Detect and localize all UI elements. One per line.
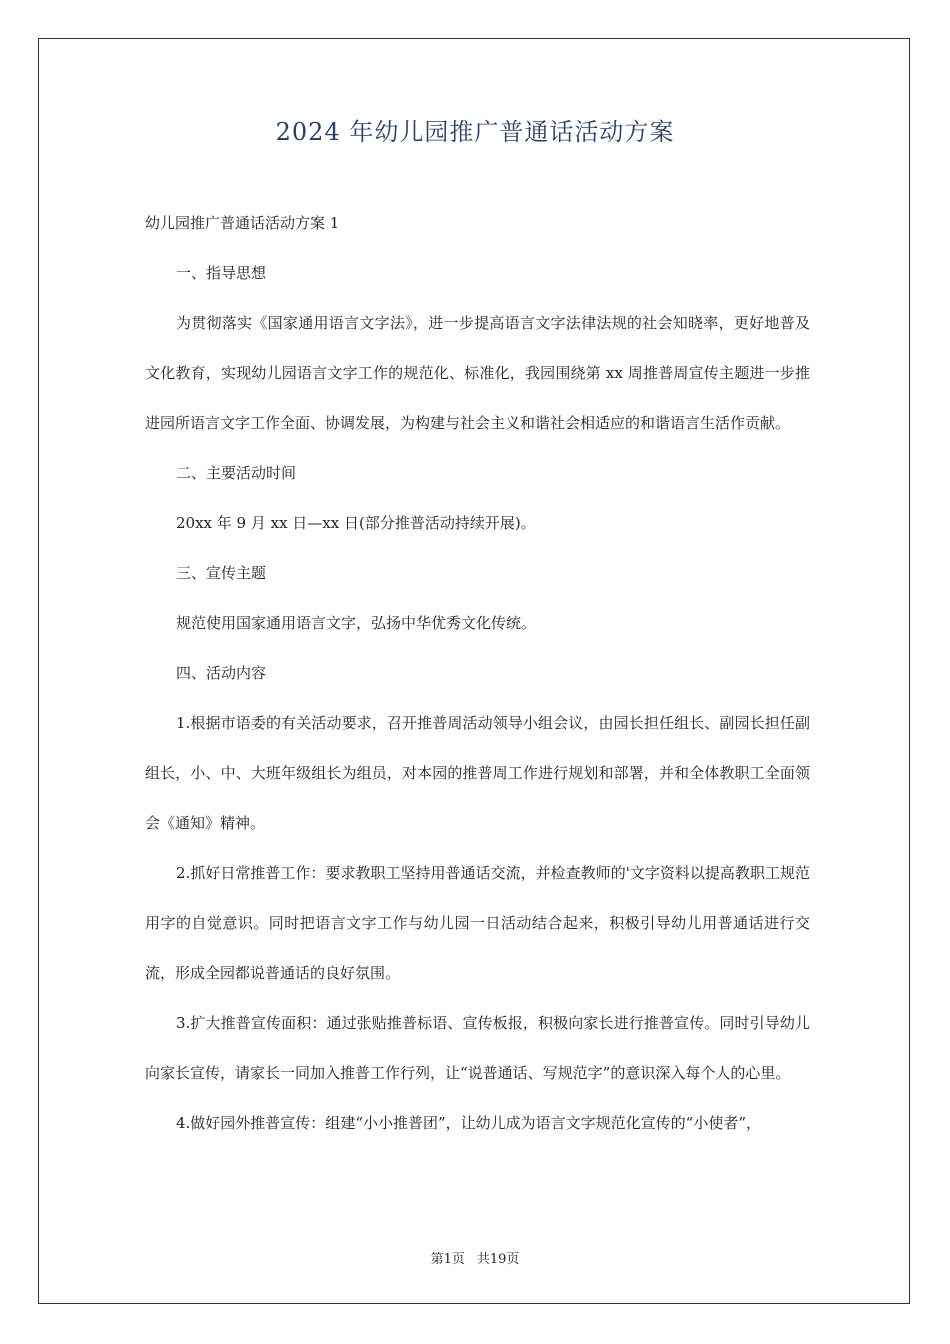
paragraph: 为贯彻落实《国家通用语言文字法》，进一步提高语言文字法律法规的社会知晓率，更好地普及文化教育，实现幼儿园语言文字工作的规范化、标准化，我园围绕第 xx 周推普周宣传主题进一步推进园所语言文字工作全面、协调发展，为构建与社会主义和谐社会相适应的和谐语言生活作贡献。	[145, 314, 810, 432]
page-total: 共19页	[476, 1252, 520, 1267]
subheading-guiding-ideology: 一、指导思想	[176, 264, 267, 282]
page-footer	[0, 1248, 950, 1267]
list-item: 1.根据市语委的有关活动要求，召开推普周活动领导小组会议，由园长担任组长、副园长担任副组长，小、中、大班年级组长为组员，对本园的推普周工作进行规划和部署，并和全体教职工全面领会《通知》精神。	[145, 714, 810, 832]
subheading-activity-time: 二、主要活动时间	[176, 464, 297, 482]
list-item: 3.扩大推普宣传面积：通过张贴推普标语、宣传板报，积极向家长进行推普宣传。同时引导幼儿向家长宣传，请家长一同加入推普工作行列，让“说普通话、写规范字”的意识深入每个人的心里。	[145, 1014, 810, 1082]
subheading-activity-content: 四、活动内容	[176, 664, 267, 682]
subheading-theme: 三、宣传主题	[176, 564, 267, 582]
section-heading: 幼儿园推广普通话活动方案 1	[145, 214, 340, 232]
page-number: 第1页	[430, 1252, 465, 1267]
document-title: 2024 年幼儿园推广普通话活动方案	[275, 118, 675, 146]
list-item: 2.抓好日常推普工作：要求教职工坚持用普通话交流，并检查教师的'文字资料以提高教职工规范用字的自觉意识。同时把语言文字工作与幼儿园一日活动结合起来，积极引导幼儿用普通话进行交流，形成全园都说普通话的良好氛围。	[145, 864, 810, 982]
paragraph: 规范使用国家通用语言文字，弘扬中华优秀文化传统。	[176, 614, 537, 632]
list-item: 4.做好园外推普宣传：组建“小小推普团”，让幼儿成为语言文字规范化宣传的“小使者”，	[176, 1114, 761, 1132]
document-body	[145, 198, 810, 1148]
paragraph: 20xx 年 9 月 xx 日—xx 日(部分推普活动持续开展)。	[176, 514, 536, 532]
